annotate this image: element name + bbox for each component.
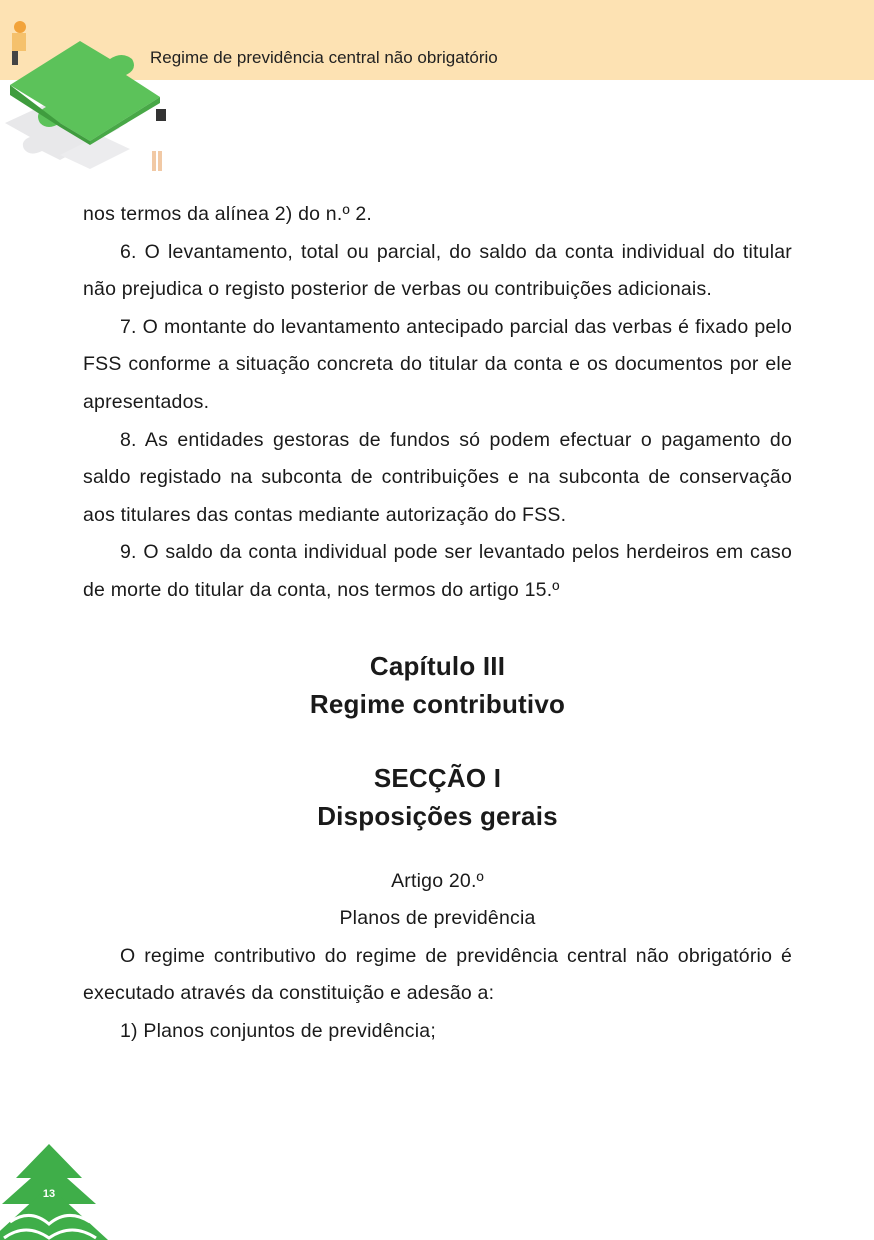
header-title: Regime de previdência central não obrigatório bbox=[150, 48, 498, 67]
page-number: 13 bbox=[42, 1188, 56, 1200]
paragraph: 6. O levantamento, total ou parcial, do saldo da conta individual do titular não prejudica o registo posterior de verbas ou contribuições adicionais. bbox=[83, 240, 792, 301]
article-title: Planos de previdência bbox=[339, 907, 536, 930]
paragraph: 1) Planos conjuntos de previdência; bbox=[120, 1019, 436, 1042]
article-number: Artigo 20.º bbox=[391, 869, 484, 892]
document-body bbox=[83, 196, 792, 1051]
paragraph: 8. As entidades gestoras de fundos só podem efectuar o pagamento do saldo registado na subconta de contribuições e na subconta de conservação aos titulares das contas mediante autorização do FSS. bbox=[83, 428, 792, 526]
puzzle-illustration-icon bbox=[0, 15, 175, 175]
paragraph: 7. O montante do levantamento antecipado parcial das verbas é fixado pelo FSS conforme a situação concreta do titular da conta e os documentos por ele apresentados. bbox=[83, 315, 792, 413]
paragraph: nos termos da alínea 2) do n.º 2. bbox=[83, 203, 373, 225]
paragraph: O regime contributivo do regime de previdência central não obrigatório é executado através da constituição e adesão a: bbox=[83, 944, 792, 1005]
section-number: SECÇÃO I bbox=[373, 762, 502, 793]
paragraph: 9. O saldo da conta individual pode ser levantado pelos herdeiros em caso de morte do titular da conta, nos termos do artigo 15.º bbox=[83, 541, 792, 601]
chapter-title: Regime contributivo bbox=[309, 688, 566, 719]
chapter-number: Capítulo III bbox=[369, 650, 506, 681]
section-title: Disposições gerais bbox=[317, 800, 558, 831]
